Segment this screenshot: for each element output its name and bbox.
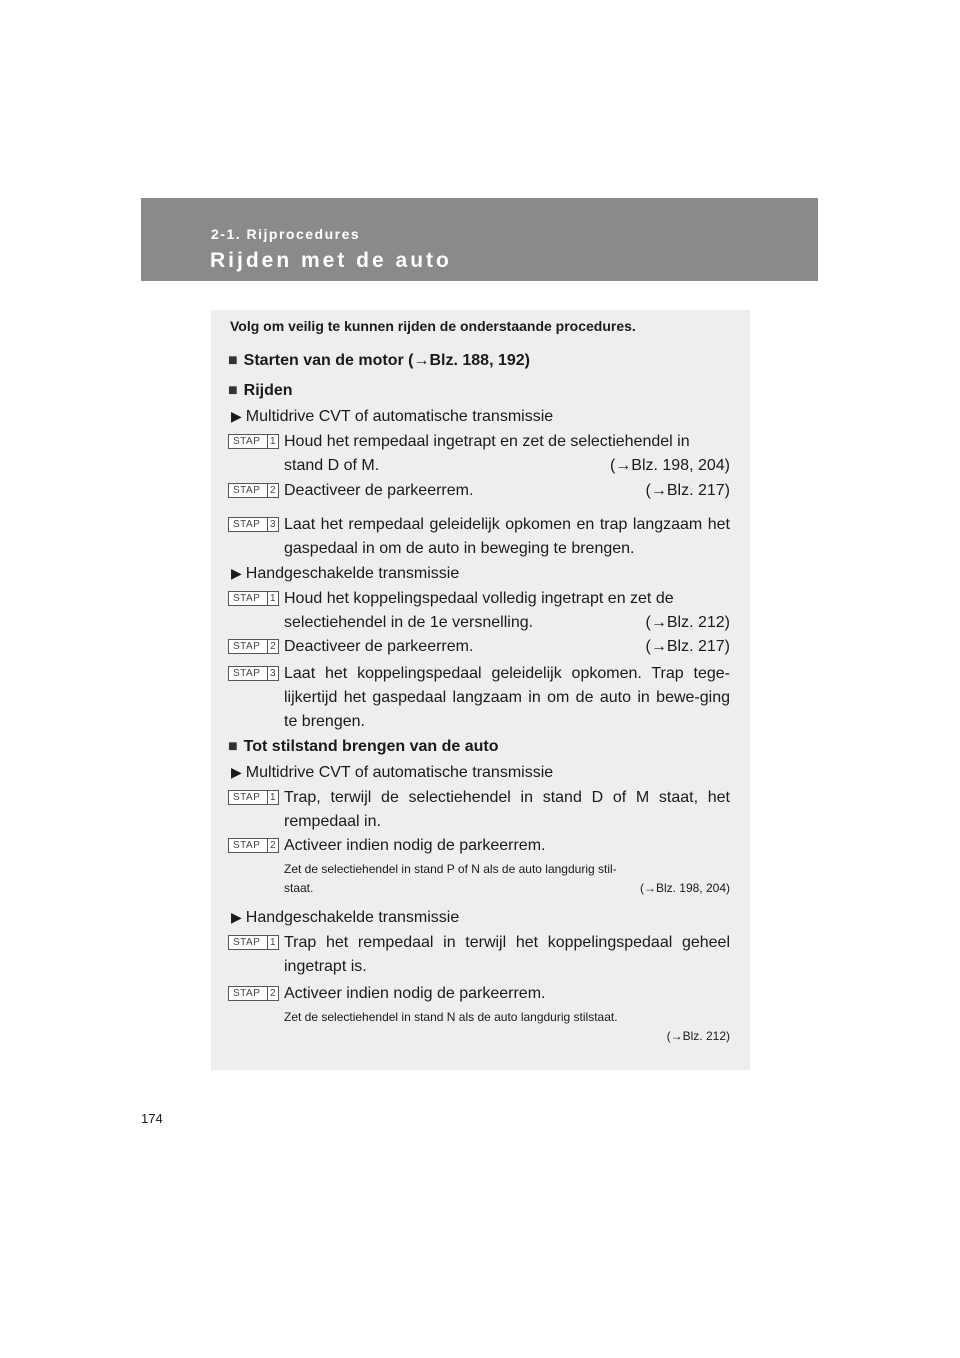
step-badge: STAP 1 [228,434,279,449]
heading-driving: ■ Rijden [228,382,293,399]
step-stop-manual-1: STAP 1 Trap het rempedaal in terwijl het koppelingspedaal geheel ingetrapt is. [228,931,730,979]
triangle-right-icon: ▶ [231,909,242,925]
step-badge: STAP 2 [228,483,279,498]
step-manual-3: STAP 3 Laat het koppelingspedaal geleidelijk opkomen. Trap tege-lijkertijd het gaspedaal langzaam in om de auto in bewe-ging te brengen. [228,662,730,734]
subheading-manual: ▶ Handgeschakelde transmissie [231,909,460,926]
triangle-right-icon: ▶ [231,565,242,581]
step-badge: STAP 2 [228,986,279,1001]
bullet-square-icon: ■ [228,382,238,399]
step-badge: STAP 2 [228,838,279,853]
step-badge: STAP 1 [228,935,279,950]
step-stop-manual-2: STAP 2 Activeer indien nodig de parkeerrem. Zet de selectiehendel in stand N als de auto langdurig stilstaat. (→Blz. 212) [228,982,730,1046]
triangle-right-icon: ▶ [231,764,242,780]
step-badge: STAP 3 [228,517,279,532]
page-number: 174 [141,1111,163,1126]
intro-text: Volg om veilig te kunnen rijden de onderstaande procedures. [230,318,636,334]
bullet-square-icon: ■ [228,352,238,369]
heading-start-engine: ■ Starten van de motor (→Blz. 188, 192) [228,352,530,369]
triangle-right-icon: ▶ [231,408,242,424]
step-manual-1: STAP 1 Houd het koppelingspedaal volledig ingetrapt en zet de selectiehendel in de 1e versnelling. (→Blz. 212) [228,587,730,635]
step-manual-2: STAP 2 Deactiveer de parkeerrem. (→Blz. 217) [228,635,730,659]
step-badge: STAP 1 [228,591,279,606]
step-badge: STAP 1 [228,790,279,805]
step-stop-cvt-2: STAP 2 Activeer indien nodig de parkeerrem. Zet de selectiehendel in stand P of N als de auto langdurig stil- staat. (→Blz. 198, 204) [228,834,730,898]
page-title: Rijden met de auto [210,249,452,272]
step-cvt-2: STAP 2 Deactiveer de parkeerrem. (→Blz. 217) [228,479,730,503]
chapter-header [141,198,818,281]
step-badge: STAP 3 [228,666,279,681]
procedure-box [211,310,750,1070]
step-cvt-1: STAP 1 Houd het rempedaal ingetrapt en zet de selectiehendel in stand D of M. (→Blz. 198, 204) [228,430,730,478]
subheading-manual: ▶ Handgeschakelde transmissie [231,565,460,582]
bullet-square-icon: ■ [228,738,238,755]
subheading-cvt: ▶ Multidrive CVT of automatische transmissie [231,764,554,781]
subheading-cvt: ▶ Multidrive CVT of automatische transmissie [231,408,554,425]
step-badge: STAP 2 [228,639,279,654]
step-cvt-3: STAP 3 Laat het rempedaal geleidelijk opkomen en trap langzaam het gaspedaal in om de auto in beweging te brengen. [228,513,730,561]
step-stop-cvt-1: STAP 1 Trap, terwijl de selectiehendel in stand D of M staat, het rempedaal in. [228,786,730,834]
heading-stopping: ■ Tot stilstand brengen van de auto [228,738,499,755]
section-label: 2-1. Rijprocedures [211,226,361,242]
